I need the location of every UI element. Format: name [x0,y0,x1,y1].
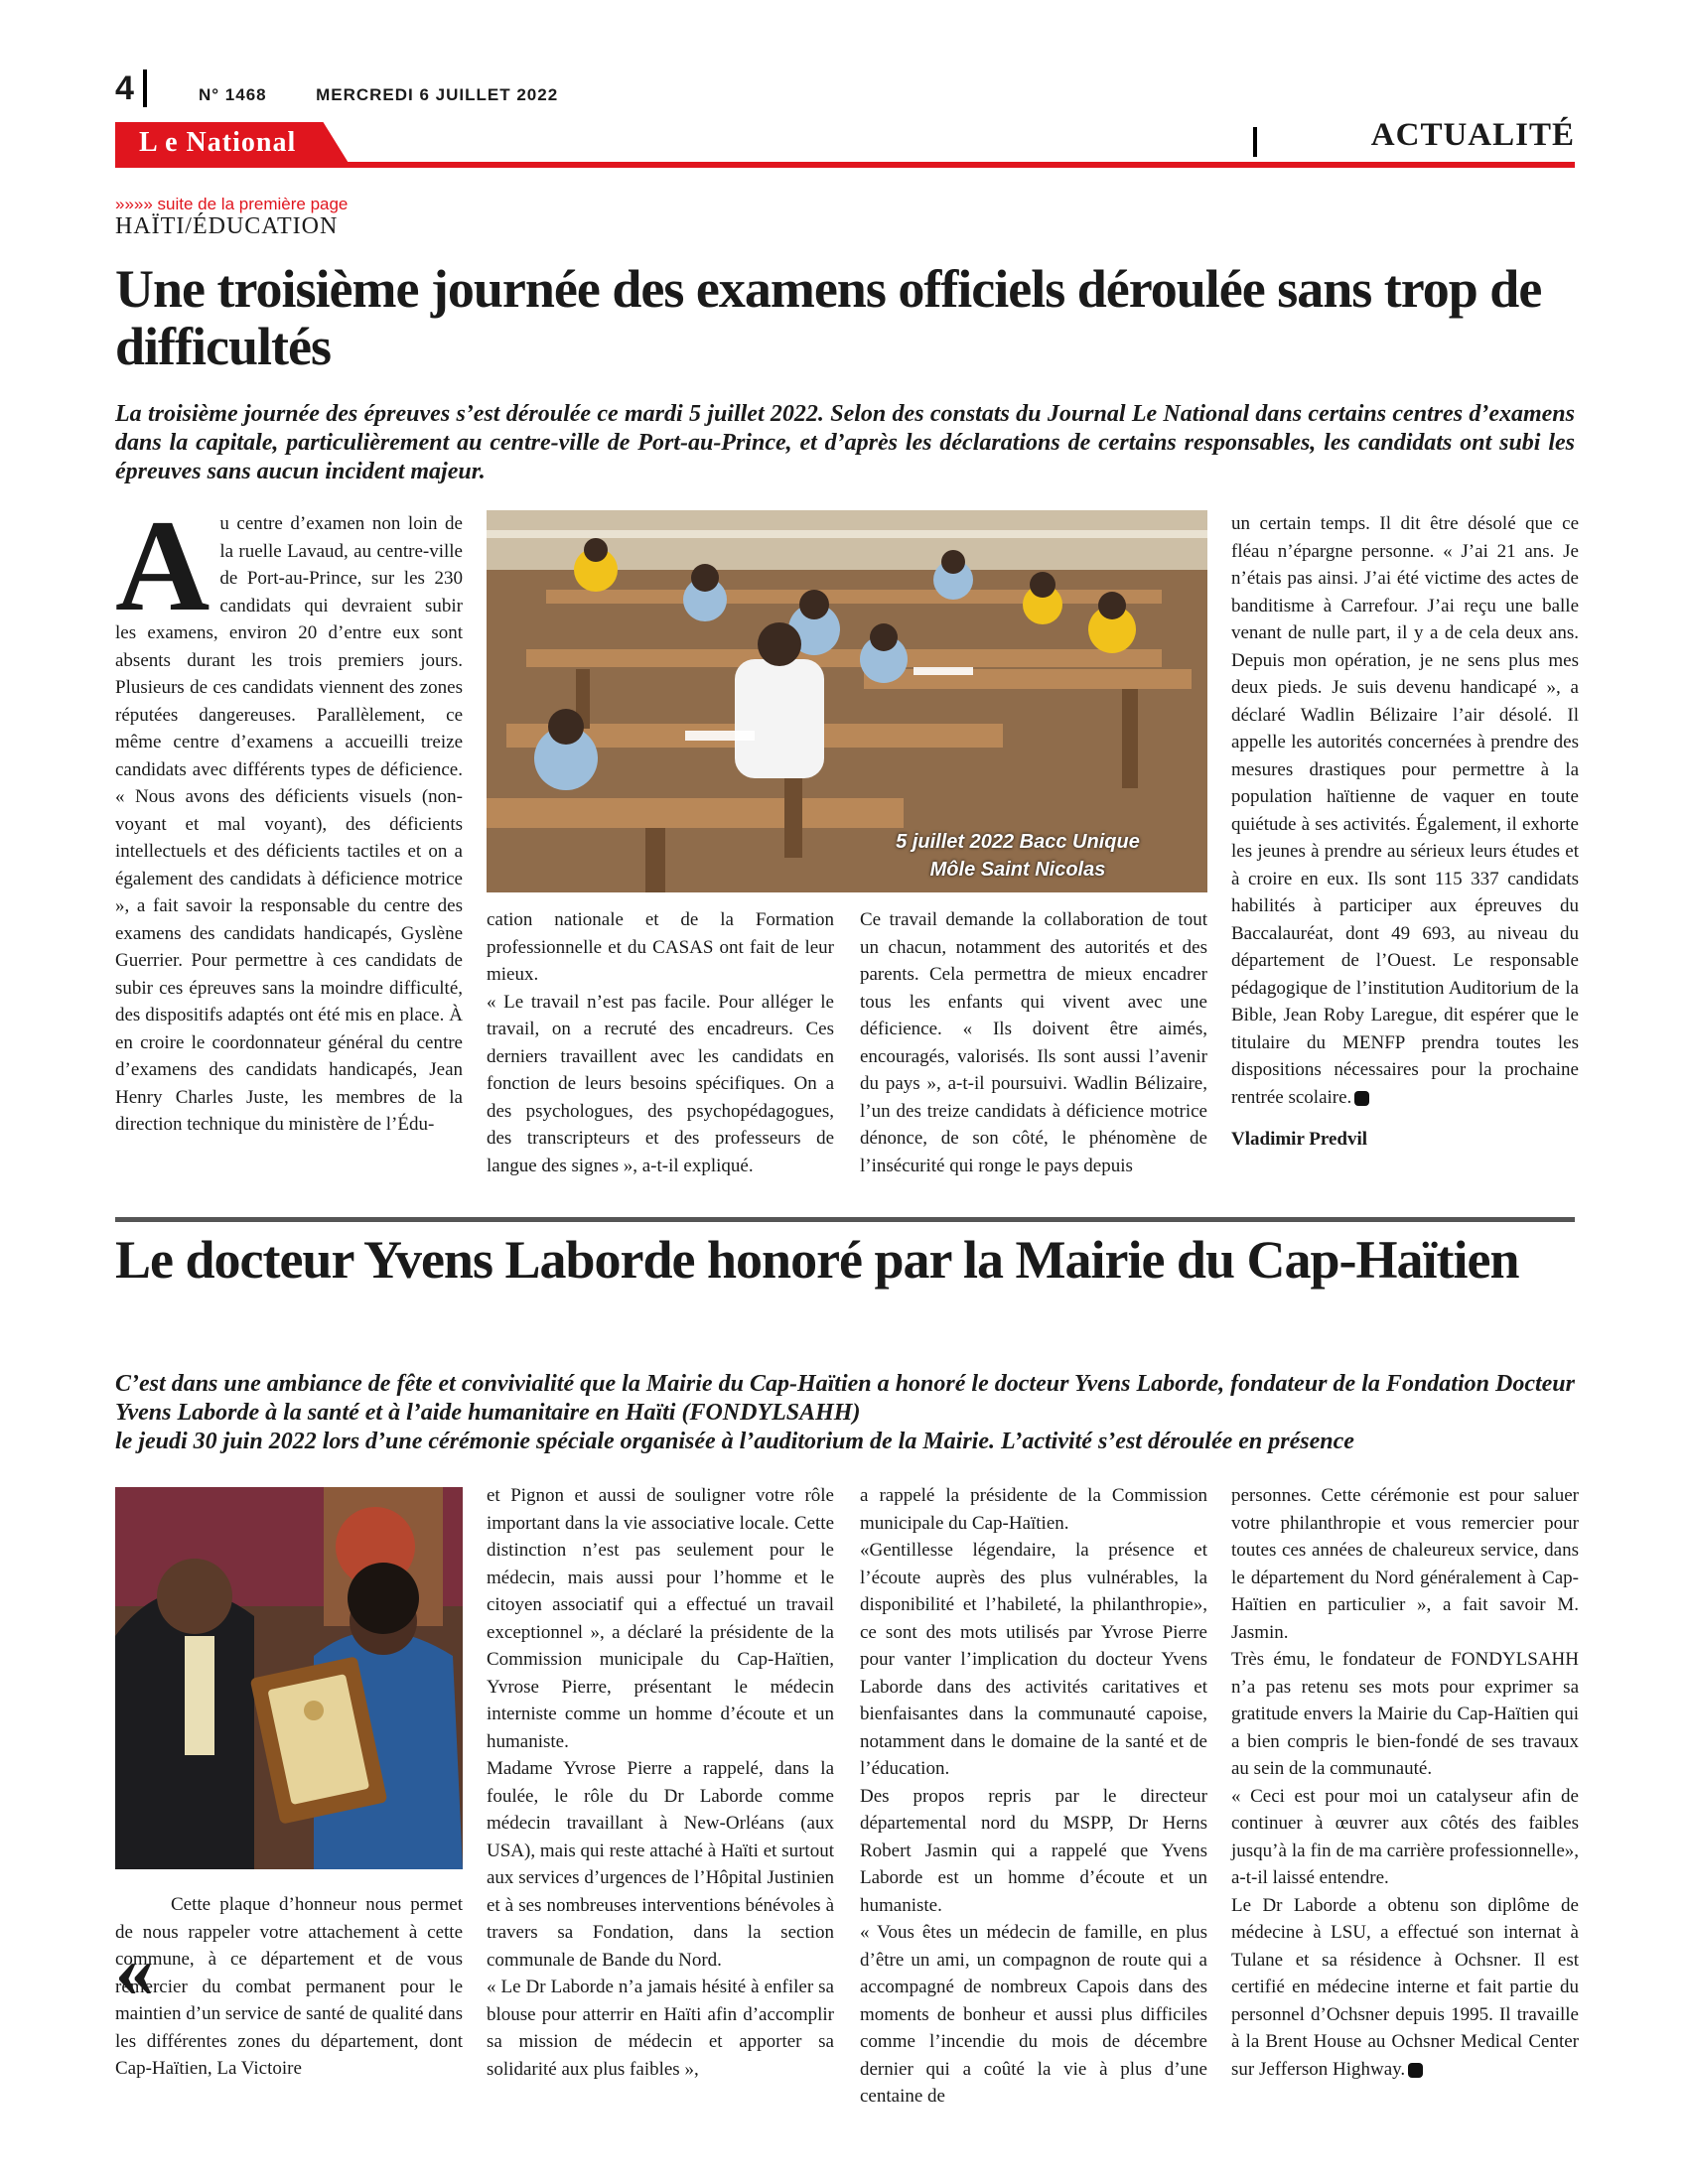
article-2-col-2-p3: « Le Dr Laborde n’a jamais hésité à enfiler sa blouse pour atterrir en Haïti afin d’accomplir sa mission de médecin et apporter sa solidarité aux plus faibles », [487,1977,834,2080]
end-of-article-mark [1408,2063,1423,2078]
award-ceremony-photo [115,1487,463,1869]
article-2-col-2-p2: Madame Yvrose Pierre a rappelé, dans la foulée, le rôle du Dr Laborde comme médecin travaillant à New-Orléans (aux USA), mais qui reste attaché à Haïti et surtout aux services d’urgences de l’Hôpital Justinien et à ses nombreuses interventions bénévoles à travers sa Fondation, dans la section communale de Bande du Nord. [487,1758,834,1971]
section-separator [1253,127,1257,157]
article-1-column-4 [1231,510,1579,1151]
article-2-col-4-p4-text: Le Dr Laborde a obtenu son diplôme de médecine à LSU, a effectué son internat à Tulane et sa résidence à Ochsner. Il est certifié en médecine interne et fait partie du personnel d’Ochsner depuis 1995. Il travaille à la Brent House au Ochsner Medical Center sur Jefferson Highway. [1231,1894,1579,2080]
article-1-col-1-text: u centre d’examen non loin de la ruelle Lavaud, au centre-ville de Port-au-Prince, sur les 230 candidats qui devraient subir les examens, environ 20 d’entre eux sont absents durant les trois premiers jours. Plusieurs de ces candidats viennent des zones réputées dangereuses. Parallèlement, ce même centre d’examens a accueilli treize candidats avec différents types de déficience. « Nous avons des déficients visuels (non-voyant et mal voyant), des déficients intellectuels et des déficients tactiles et on a également des candidats à déficience motrice », a fait savoir la responsable du centre des examens des candidats handicapés, Gyslène Guerrier. Pour permettre à ces candidats de subir ces épreuves sans la moindre difficulté, des dispositifs adaptés ont été mis en place. À en croire le coordonnateur général du centre d’examens des candidats handicapés, Jean Henry Charles Juste, les membres de la direction technique du ministère de l’Édu- [115,513,463,1135]
article-rubric: HAÏTI/ÉDUCATION [115,213,339,239]
header-rule [115,162,1575,168]
article-1-column-1 [115,492,463,1139]
drop-cap: A [115,492,211,638]
article-2-col-4-p1: personnes. Cette cérémonie est pour saluer votre philanthropie et vous remercier pour toutes ces années de chaleureux service, dans le département du Nord généralement à Cap-Haïtien en particulier », a fait savoir M. Jasmin. [1231,1485,1579,1643]
article-2-column-2 [487,1482,834,2083]
article-1-author: Vladimir Predvil [1231,1129,1368,1150]
article-2-col-3-p4: « Vous êtes un médecin de famille, en plus d’être un ami, un compagnon de route qui a accompagné de nombreux Capois dans des moments de bonheur et aussi plus difficiles comme l’incendie du mois de décembre dernier qui a coûté la vie à plus d’une centaine de [860,1922,1207,2107]
article-1-col-4-text: un certain temps. Il dit être désolé que ce fléau n’épargne personne. « J’ai 21 ans. Je n’étais pas ainsi. J’ai été victime des actes de banditisme à Carrefour. J’ai reçu une balle venant de nulle part, il y a de cela deux ans. Depuis mon opération, je ne sens plus mes deux pieds. Je suis devenu handicapé », a déclaré Wadlin Bélizaire l’air désolé. Il appelle les autorités concernées à prendre des mesures drastiques pour permettre à la population haïtienne de vaquer en toute quiétude à ses activités. Également, il exhorte les jeunes à prendre au sérieux leurs études et à croire en eux. Ils sont 115 337 candidats habilités à participer aux épreuves du Baccalauréat, dont 49 693, au niveau du département de l’Ouest. Le responsable pédagogique de l’institution Auditorium de la Bible, Jean Roby Laregue, dit espérer que le titulaire du MENFP prendra toutes les dispositions nécessaires pour la prochaine rentrée scolaire. [1231,513,1579,1108]
article-1-headline: Une troisième journée des examens officiels déroulée sans trop de difficultés [115,259,1542,376]
article-2-col-4-p4 [1231,1892,1579,2084]
issue-number: N° 1468 [199,85,267,104]
publication-date: MERCREDI 6 JUILLET 2022 [316,85,559,104]
photo-caption-line-1: 5 juillet 2022 Bacc Unique [896,831,1140,853]
photo-caption [854,828,1182,884]
article-1-col-2-p1: cation nationale et de la Formation professionnelle et du CASAS ont fait de leur mieux. [487,909,834,985]
article-divider [115,1217,1575,1222]
article-1-column-2 [487,906,834,1179]
end-of-article-mark [1354,1091,1369,1106]
article-2-column-4 [1231,1482,1579,2083]
exam-classroom-photo [487,510,1207,892]
article-2-col-4-p2: Très ému, le fondateur de FONDYLSAHH n’a pas retenu ses mots pour exprimer sa gratitude envers la Mairie du Cap-Haïtien qui a bien compris le bien-fondé de ses travaux au sein de la communauté. [1231,1649,1579,1779]
page-number: 4 [115,69,134,107]
article-1-lead: La troisième journée des épreuves s’est déroulée ce mardi 5 juillet 2022. Selon des constats du Journal Le National dans certains centres d’examens dans la capitale, particulièrement au centre-ville de Port-au-Prince, et d’après les déclarations de certains responsables, les candidats ont subi les épreuves sans aucun incident majeur. [115,401,1575,484]
photo-caption-line-2: Môle Saint Nicolas [929,859,1106,881]
article-2-column-3 [860,1482,1207,2111]
article-2-lead [115,1370,1575,1456]
article-2-headline: Le docteur Yvens Laborde honoré par la Mairie du Cap-Haïtien [115,1230,1519,1290]
article-2-lead-part-2: le jeudi 30 juin 2022 lors d’une cérémonie spéciale organisée à l’auditorium de la Mairie. L’activité s’est déroulée en présence [115,1429,1354,1454]
article-2-col-3-p1: a rappelé la présidente de la Commission municipale du Cap-Haïtien. [860,1485,1207,1534]
article-2-col-3-p3: Des propos repris par le directeur départemental nord du MSPP, Dr Herns Robert Jasmin qui a rappelé que Yvens Laborde est un homme d’écoute et un humaniste. [860,1785,1207,1916]
section-title: ACTUALITÉ [1370,117,1575,153]
newspaper-logo: L e National [139,127,297,158]
article-2-col-3-p2: «Gentillesse légendaire, la présence et l’écoute auprès des plus vulnérables, la disponibilité et l’habileté, la philanthropie», ce sont des mots utilisés par Yvrose Pierre pour vanter l’implication du docteur Yvens Laborde dans des activités caritatives et bienfaisantes dans la communauté capoise, notamment dans le domaine de la santé et de l’éducation. [860,1540,1207,1779]
page-number-bar [143,69,147,107]
article-2-lead-part-1: C’est dans une ambiance de fête et convivialité que la Mairie du Cap-Haïtien a honoré le docteur Yvens Laborde, fondateur de la Fondation Docteur Yvens Laborde à la santé et à l’aide humanitaire en Haïti (FONDYLSAHH) [115,1371,1575,1426]
article-2-col-4-p3: « Ceci est pour moi un catalyseur afin de continuer à œuvrer aux côtés des faibles jusqu’à la fin de ma carrière professionnelle», a-t-il laissé entendre. [1231,1785,1579,1888]
issue-date-line [199,85,558,105]
continued-note: »»»» suite de la première page [115,195,349,213]
article-1-col-2-p2: « Le travail n’est pas facile. Pour alléger le travail, on a recruté des encadreurs. Ces derniers travaillent avec les candidats en fonction de leurs besoins spécifiques. On a des psychologues, des psychopédagogues, des transcripteurs et des professeurs de langue des signes », a-t-il expliqué. [487,991,834,1176]
award-ceremony-illustration [115,1487,463,1869]
pull-quote-mark: « [115,1927,154,2013]
article-2-col-2-p1: et Pignon et aussi de souligner votre rôle important dans la vie associative locale. Cette distinction n’est pas seulement pour le médecin, mais aussi pour l’homme et le citoyen associatif qui a effectué un travail exceptionnel », a déclaré la présidente de la Commission municipale du Cap-Haïtien, Yvrose Pierre, présentant le médecin interniste comme un homme d’écoute et un humaniste. [487,1485,834,1752]
article-1-col-3-text: Ce travail demande la collaboration de tout un chacun, notamment des autorités et des parents. Cela permettra de mieux encadrer tous les enfants qui vivent avec une déficience. « Ils doivent être aimés, encouragés, valorisés. Ils sont aussi l’avenir du pays », a-t-il poursuivi. Wadlin Bélizaire, l’un des treize candidats à déficience motrice dénonce, de son côté, le phénomène de l’insécurité qui ronge le pays depuis [860,909,1207,1176]
article-2-pull-quote-text: Cette plaque d’honneur nous permet de nous rappeler votre attachement à cette commune, à ce département et de vous remercier du combat permanent pour le maintien d’un service de santé de qualité dans les différentes zones du département, dont Cap-Haïtien, La Victoire [115,1894,463,2079]
article-1-column-3 [860,906,1207,1179]
article-2-pull-quote [115,1891,463,2083]
